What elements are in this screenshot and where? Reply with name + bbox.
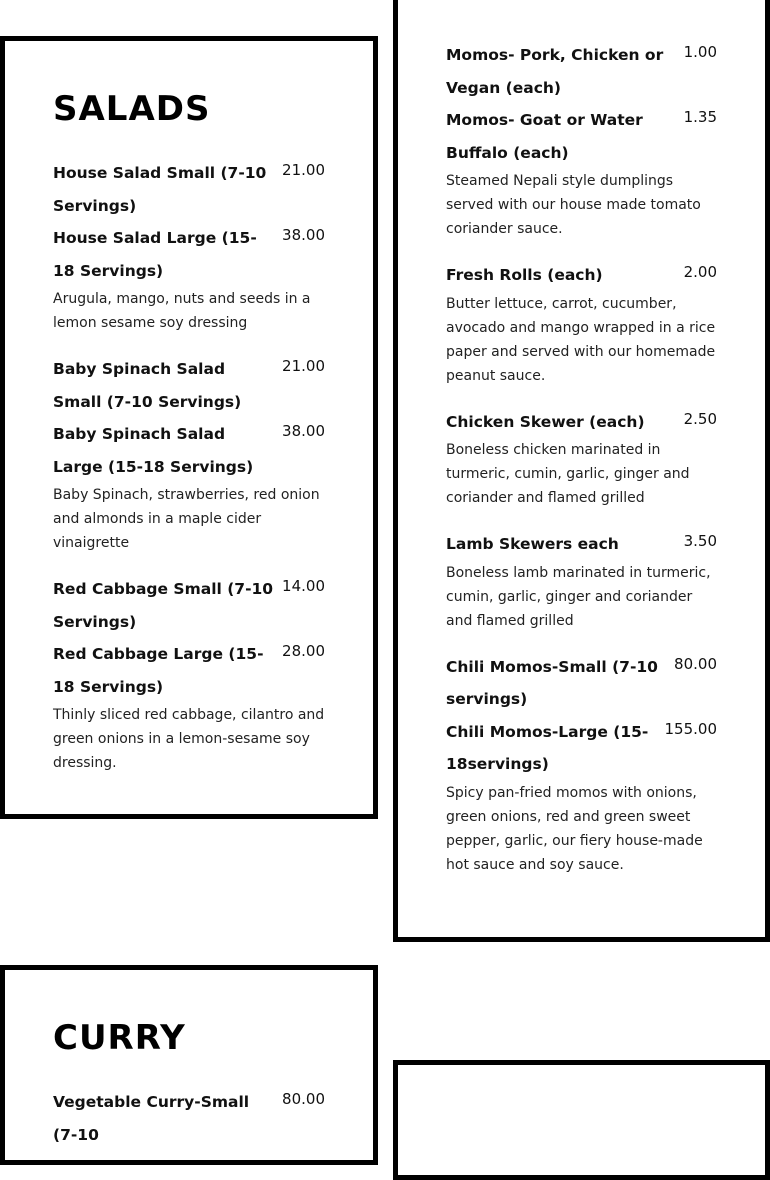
menu-item-row — [446, 716, 717, 781]
menu-item-description: Baby Spinach, strawberries, red onion and almonds in a maple cider vinaigrette — [53, 487, 320, 551]
menu-item-description: Spicy pan-fried momos with onions, green onions, red and green sweet pepper, garlic, our fiery house-made hot sauce and soy sauce. — [446, 784, 703, 873]
menu-item-price: 155.00 — [664, 719, 717, 738]
menu-item-name: Baby Spinach Salad Large (15-18 Servings) — [53, 425, 254, 476]
menu-item-name: House Salad Small (7-10 Servings) — [53, 164, 267, 215]
menu-item — [446, 716, 717, 781]
menu-item-name: Fresh Rolls (each) — [446, 266, 603, 284]
menu-item-name: Momos- Pork, Chicken or Vegan (each) — [446, 46, 664, 97]
menu-group — [53, 1086, 325, 1151]
menu-group — [53, 157, 325, 335]
appetizers-list — [446, 39, 717, 877]
menu-item-name: House Salad Large (15-18 Servings) — [53, 229, 257, 280]
menu-item-price: 80.00 — [674, 654, 717, 673]
menu-group — [446, 39, 717, 241]
curry-card — [0, 965, 378, 1165]
menu-item — [53, 638, 325, 703]
curry-list — [53, 1086, 325, 1151]
menu-item-name: Chili Momos-Small (7-10 servings) — [446, 657, 658, 708]
menu-item-description: Steamed Nepali style dumplings served with our house made tomato coriander sauce. — [446, 173, 701, 237]
menu-item-name: Red Cabbage Large (15-18 Servings) — [53, 645, 264, 696]
menu-item-name: Chili Momos-Large (15-18servings) — [446, 722, 649, 773]
menu-item — [53, 573, 325, 638]
menu-item-price: 1.35 — [683, 108, 717, 126]
menu-item — [446, 406, 717, 439]
next-card — [393, 1060, 770, 1180]
menu-item-row — [446, 259, 717, 292]
menu-item-description: Thinly sliced red cabbage, cilantro and green onions in a lemon-sesame soy dressing. — [53, 707, 325, 771]
menu-item-price: 21.00 — [282, 161, 325, 179]
menu-item — [446, 651, 717, 716]
menu-item-row — [446, 104, 717, 169]
salads-list — [53, 157, 325, 775]
menu-group — [446, 528, 717, 633]
menu-item-row — [53, 1086, 325, 1151]
menu-item-price: 80.00 — [282, 1090, 325, 1108]
menu-item — [446, 104, 717, 169]
menu-item-row — [446, 406, 717, 439]
menu-item-name: Vegetable Curry-Small (7-10 — [53, 1093, 250, 1144]
menu-item-row — [446, 528, 717, 561]
menu-group — [446, 406, 717, 511]
salads-card — [0, 36, 378, 819]
menu-item — [446, 39, 717, 104]
menu-item-row — [53, 573, 325, 638]
menu-group — [53, 353, 325, 555]
menu-item-row — [53, 353, 325, 418]
menu-item-name: Momos- Goat or Water Buffalo (each) — [446, 111, 643, 162]
menu-item-price: 38.00 — [282, 226, 325, 244]
menu-item — [53, 353, 325, 418]
menu-item-row — [53, 638, 325, 703]
menu-item-row — [53, 418, 325, 483]
menu-item-price: 28.00 — [282, 642, 325, 660]
menu-item-description: Boneless lamb marinated in turmeric, cumin, garlic, ginger and coriander and flamed grilled — [446, 564, 711, 629]
menu-item-description: Arugula, mango, nuts and seeds in a lemon sesame soy dressing — [53, 291, 311, 331]
menu-item-price: 2.00 — [683, 263, 717, 281]
menu-item — [446, 528, 717, 561]
menu-item-row — [446, 651, 717, 716]
curry-heading: CURRY — [53, 1018, 186, 1058]
menu-item-name: Baby Spinach Salad Small (7-10 Servings) — [53, 360, 242, 411]
menu-item-price: 38.00 — [282, 422, 325, 440]
menu-item-price: 21.00 — [282, 357, 325, 375]
menu-item-name: Lamb Skewers each — [446, 535, 619, 553]
menu-item — [53, 1086, 325, 1151]
menu-item-price: 3.50 — [683, 532, 717, 550]
menu-group — [446, 259, 717, 388]
menu-item — [446, 259, 717, 292]
menu-item-name: Chicken Skewer (each) — [446, 412, 645, 431]
menu-item-row — [446, 39, 717, 104]
menu-item-description: Butter lettuce, carrot, cucumber, avocado and mango wrapped in a rice paper and served with our homemade peanut sauce. — [446, 295, 716, 384]
salads-heading: SALADS — [53, 89, 211, 129]
menu-item-price: 2.50 — [683, 409, 717, 428]
menu-item — [53, 157, 325, 222]
menu-item-name: Red Cabbage Small (7-10 Servings) — [53, 580, 274, 631]
menu-group — [446, 651, 717, 877]
menu-group — [53, 573, 325, 775]
menu-item-price: 14.00 — [282, 577, 325, 595]
menu-item — [53, 418, 325, 483]
menu-item — [53, 222, 325, 287]
menu-item-row — [53, 157, 325, 222]
menu-item-description: Boneless chicken marinated in turmeric, cumin, garlic, ginger and coriander and flamed grilled — [446, 442, 690, 506]
menu-item-price: 1.00 — [683, 43, 717, 61]
appetizers-card — [393, 0, 770, 942]
menu-item-row — [53, 222, 325, 287]
